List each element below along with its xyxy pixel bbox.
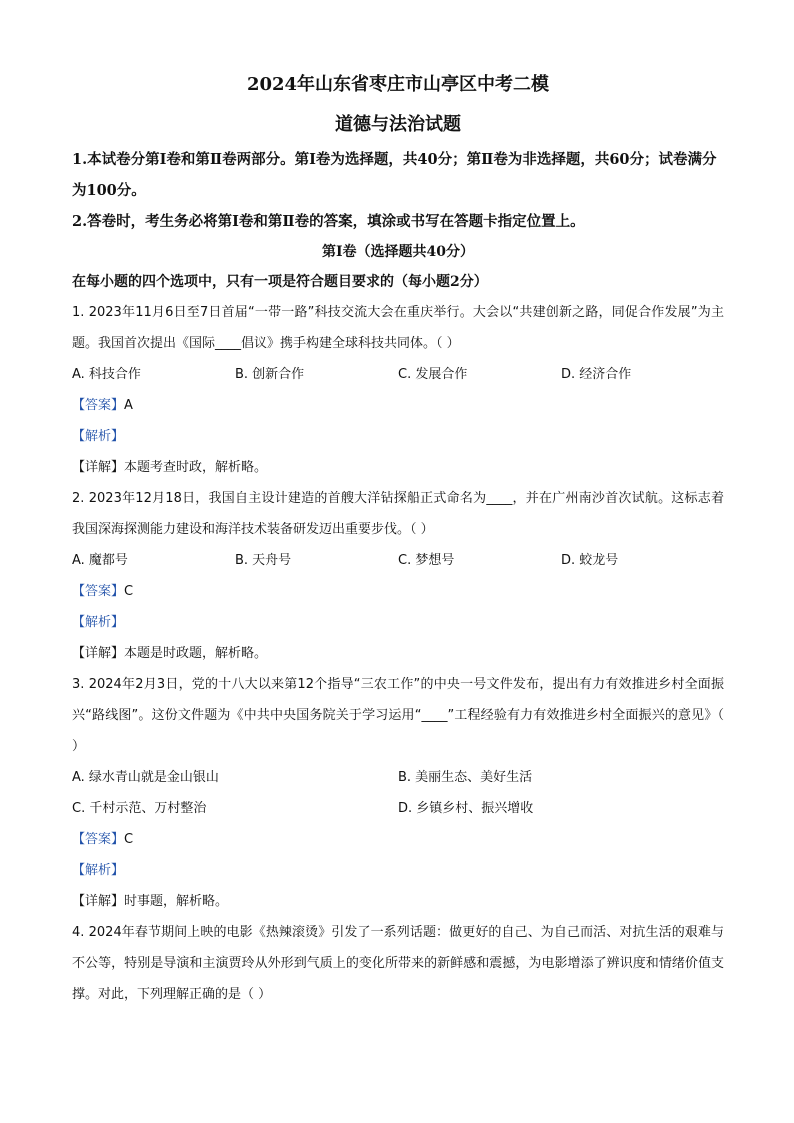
section-note: 在每小题的四个选项中，只有一项是符合题目要求的（每小题2分） bbox=[72, 274, 488, 290]
detail-line bbox=[72, 886, 724, 917]
answer-label: 【答案】 bbox=[72, 398, 125, 413]
answer-label: 【答案】 bbox=[72, 584, 125, 599]
option-b: B. 创新合作 bbox=[235, 367, 305, 382]
section-title: 第Ⅰ卷（选择题共40分） bbox=[321, 244, 475, 260]
answer-line bbox=[72, 576, 724, 607]
option-d: D. 乡镇乡村、振兴增收 bbox=[398, 801, 534, 816]
answer-value: C bbox=[124, 832, 134, 847]
option-b: B. 美丽生态、美好生活 bbox=[398, 770, 533, 785]
detail-line bbox=[72, 452, 724, 483]
detail-text: 本题考查时政，解析略。 bbox=[124, 460, 268, 475]
instruction-2: 2.答卷时，考生务必将第Ⅰ卷和第Ⅱ卷的答案，填涂或书写在答题卡指定位置上。 bbox=[72, 213, 585, 230]
question-3 bbox=[72, 669, 724, 917]
option-d: D. 经济合作 bbox=[561, 367, 632, 382]
detail-line bbox=[72, 638, 724, 669]
option-b: B. 天舟号 bbox=[235, 553, 292, 568]
question-text: 1. 2023年11月6日至7日首届“一带一路”科技交流大会在重庆举行。大会以“共建创新之路，同促合作发展”为主题。我国首次提出《国际____倡议》携手构建全球科技共同体。（ ） bbox=[72, 305, 724, 351]
question-1 bbox=[72, 297, 724, 483]
instruction-1: 1.本试卷分第Ⅰ卷和第Ⅱ卷两部分。第Ⅰ卷为选择题，共40分；第Ⅱ卷为非选择题，共60分；试卷满分为100分。 bbox=[72, 151, 717, 199]
question-options bbox=[72, 545, 724, 576]
question-2 bbox=[72, 483, 724, 669]
answer-line bbox=[72, 390, 724, 421]
exam-title: 2024年山东省枣庄市山亭区中考二模 bbox=[246, 74, 550, 95]
detail-label: 【详解】 bbox=[72, 460, 125, 475]
detail-label: 【详解】 bbox=[72, 646, 125, 661]
option-c: C. 梦想号 bbox=[398, 553, 455, 568]
option-a: A. 绿水青山就是金山银山 bbox=[72, 770, 219, 785]
analysis-line bbox=[72, 607, 724, 638]
option-a: A. 魔都号 bbox=[72, 553, 128, 568]
answer-value: C bbox=[124, 584, 134, 599]
option-c: C. 发展合作 bbox=[398, 367, 468, 382]
question-options bbox=[72, 359, 724, 390]
question-text: 4. 2024年春节期间上映的电影《热辣滚烫》引发了一系列话题：做更好的自己、为自己而活、对抗生活的艰难与不公等，特别是导演和主演贾玲从外形到气质上的变化所带来的新鲜感和震撼，为电影增添了辨识度和情绪价值支撑。对此，下列理解正确的是（ ） bbox=[72, 925, 724, 1002]
answer-line bbox=[72, 824, 724, 855]
exam-subtitle: 道德与法治试题 bbox=[335, 114, 461, 135]
analysis-line bbox=[72, 855, 724, 886]
question-options bbox=[72, 762, 724, 824]
option-c: C. 千村示范、万村整治 bbox=[72, 801, 207, 816]
analysis-label: 【解析】 bbox=[72, 429, 125, 444]
answer-label: 【答案】 bbox=[72, 832, 125, 847]
answer-value: A bbox=[124, 398, 133, 413]
option-d: D. 蛟龙号 bbox=[561, 553, 619, 568]
question-text: 2. 2023年12月18日，我国自主设计建造的首艘大洋钻探船正式命名为____，并在广州南沙首次试航。这标志着我国深海探测能力建设和海洋技术装备研发迈出重要步伐。（ ） bbox=[72, 491, 724, 537]
exam-page bbox=[72, 62, 724, 1010]
detail-text: 时事题，解析略。 bbox=[124, 894, 229, 909]
detail-text: 本题是时政题，解析略。 bbox=[124, 646, 268, 661]
question-text: 3. 2024年2月3日，党的十八大以来第12个指导“三农工作”的中央一号文件发布，提出有力有效推进乡村全面振兴“路线图”。这份文件题为《中共中央国务院关于学习运用“____”工程经验有力有效推进乡村全面振兴的意见》（ ） bbox=[72, 677, 724, 754]
question-4 bbox=[72, 917, 724, 1010]
option-a: A. 科技合作 bbox=[72, 367, 141, 382]
analysis-line bbox=[72, 421, 724, 452]
detail-label: 【详解】 bbox=[72, 894, 125, 909]
analysis-label: 【解析】 bbox=[72, 863, 125, 878]
analysis-label: 【解析】 bbox=[72, 615, 125, 630]
